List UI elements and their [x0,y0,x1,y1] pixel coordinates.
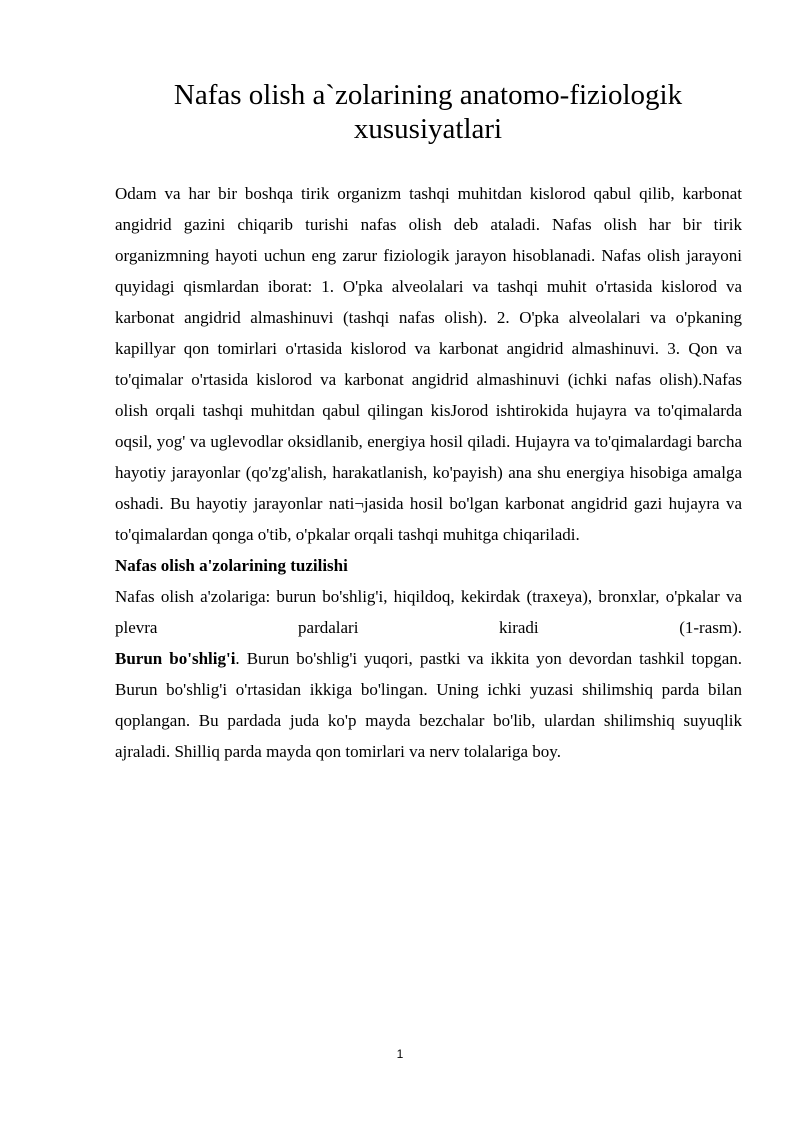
intro-paragraph: Odam va har bir boshqa tirik organizm tashqi muhitdan kislorod qabul qilib, karbonat angidrid gazini chiqarib turishi nafas olish deb ataladi. Nafas olish har bir tirik organizmning hayoti uchun eng zarur fiziologik jarayon hisoblanadi. Nafas olish jarayoni quyidagi qismlardan iborat: 1. O'pka alveolalari va tashqi muhit o'rtasida kislorod va karbonat angidrid almashinuvi (tashqi nafas olish). 2. O'pka alveolalari va o'pkaning kapillyar qon tomirlari o'rtasida kislorod va karbonat angidrid almashinuvi. 3. Qon va to'qimalar o'rtasida kislorod va karbonat angidrid almashinuvi (ichki nafas olish).Nafas olish orqali tashqi muhitdan qabul qilingan kisJorod ishtirokida hujayra va to'qimalarda oqsil, yog' va uglevodlar oksidlanib, energiya hosil qiladi. Hujayra va to'qimalardagi barcha hayotiy jarayonlar (qo'zg'alish, harakatlanish, ko'payish) ana shu energiya hisobiga amalga oshadi. Bu hayotiy jarayonlar nati¬jasida hosil bo'lgan karbonat angidrid gazi hujayra va to'qimalardan qonga o'tib, o'pkalar orqali tashqi muhitga chiqariladi. [115,184,742,544]
page-number: 1 [396,1047,404,1061]
document-body [115,178,742,767]
nasal-cavity-term: Burun bo'shlig'i [115,649,236,668]
nasal-cavity-text: . Burun bo'shlig'i yuqori, pastki va ikkita yon devordan tashkil topgan. Burun bo'shlig'i o'rtasidan ikkiga bo'lingan. Uning ichki yuzasi shilimshiq parda bilan qoplangan. Bu pardada juda ko'p mayda bezchalar bo'lib, ulardan shilimshiq suyuqlik ajraladi. Shilliq parda mayda qon tomirlari va nerv tolalariga boy. [115,649,742,761]
nasal-cavity-paragraph [115,643,742,767]
structure-paragraph: Nafas olish a'zolariga: burun bo'shlig'i, hiqildoq, kekirdak (traxeya), bronxlar, o'pkalar va plevra pardalari kiradi (1-rasm). [115,587,742,637]
section-heading: Nafas olish a'zolarining tuzilishi [115,556,348,575]
document-title: Nafas olish a`zolarining anatomo-fiziologik xususiyatlari [173,79,683,145]
